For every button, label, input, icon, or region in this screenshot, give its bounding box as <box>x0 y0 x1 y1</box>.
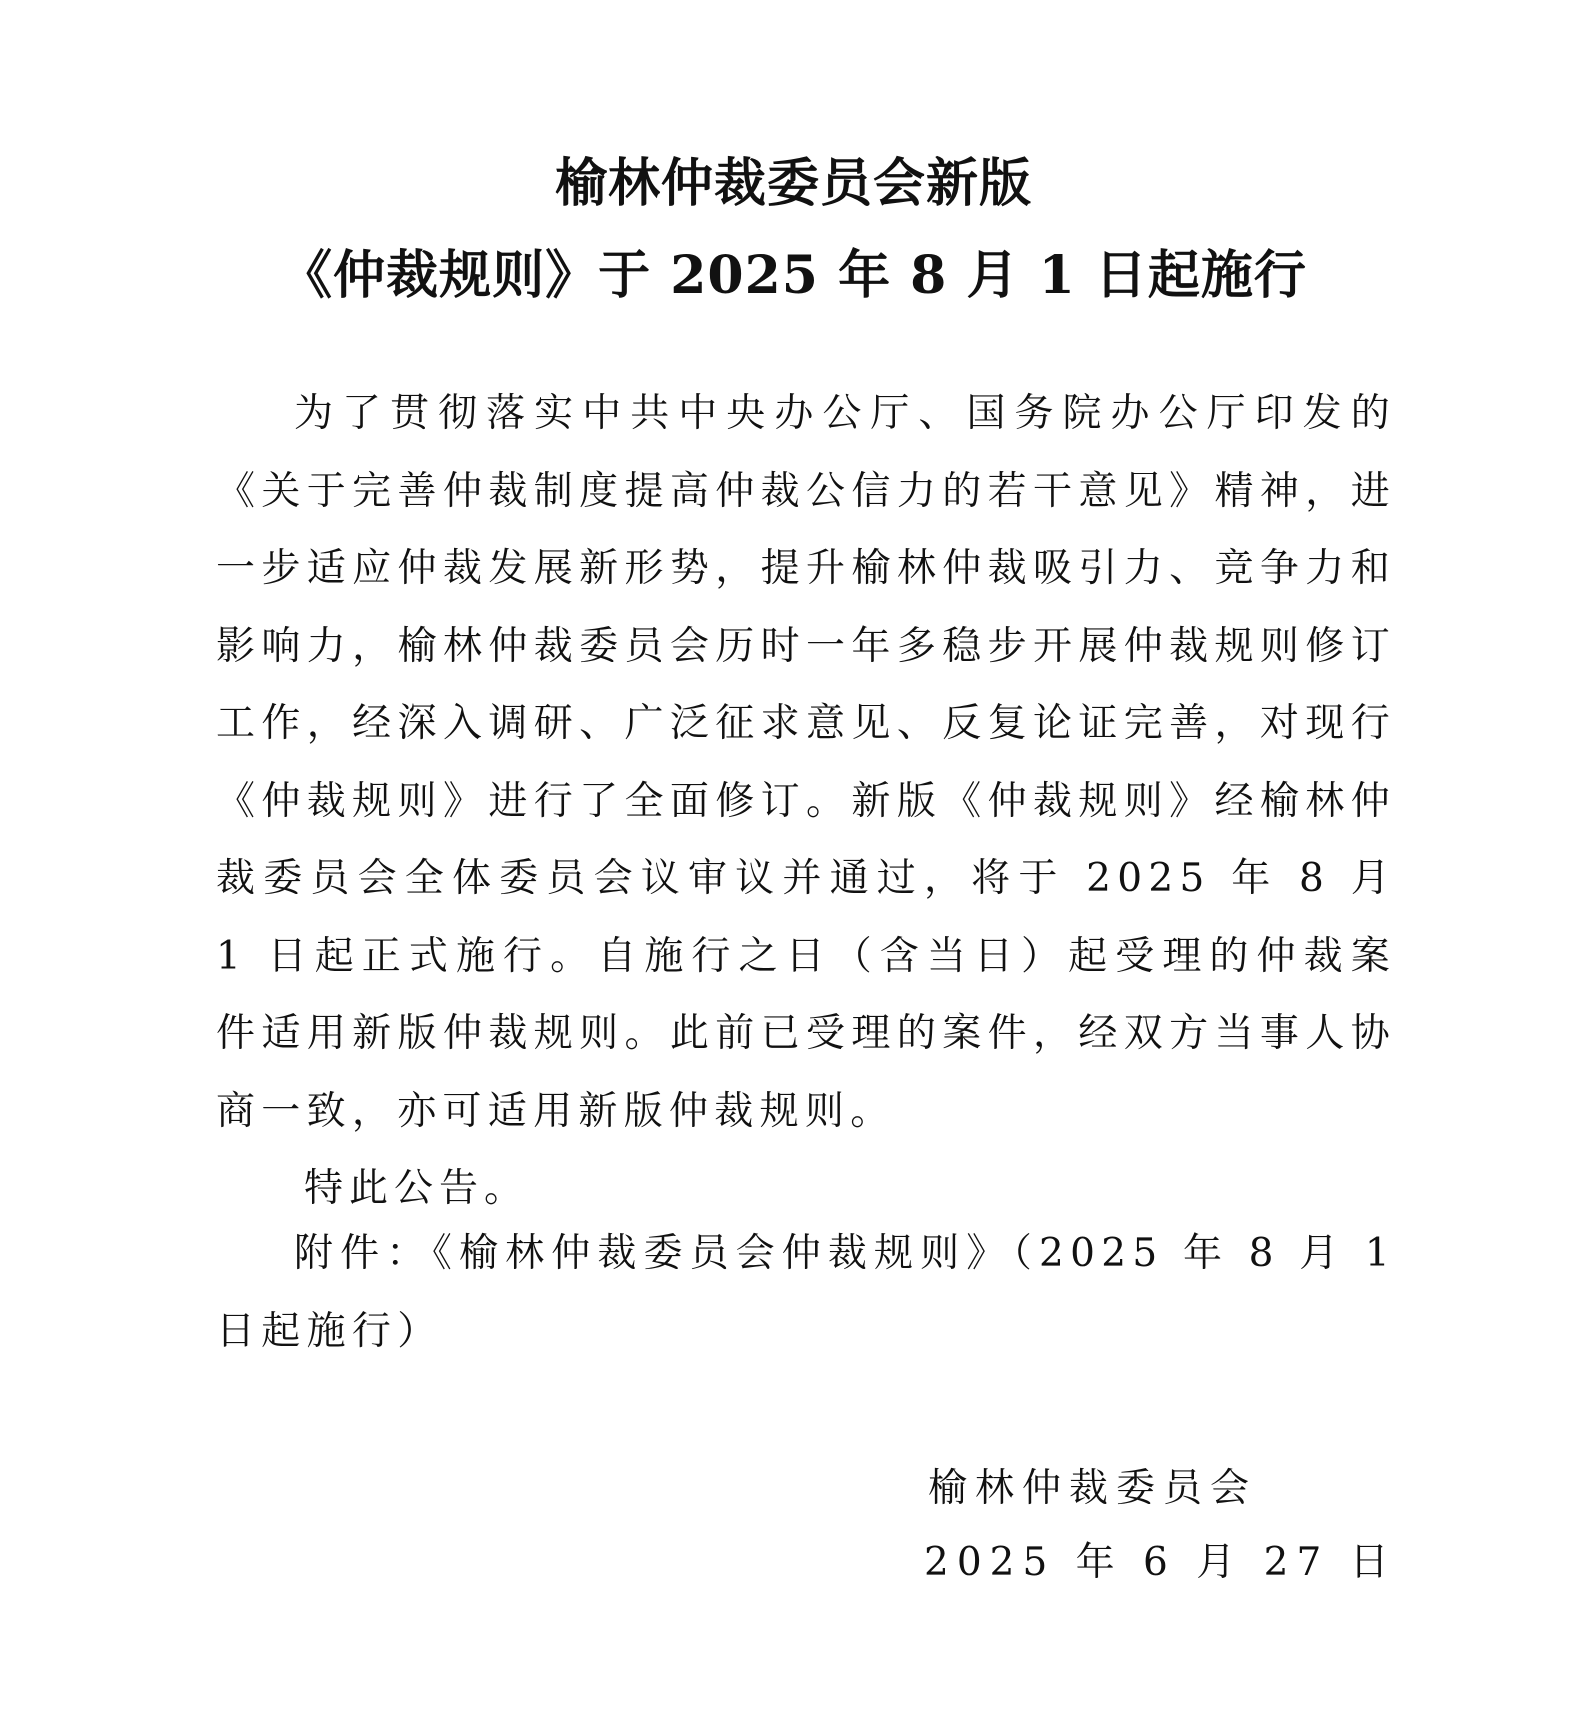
title-line-2: 《仲裁规则》于 2025 年 8 月 1 日起施行 <box>280 245 1307 306</box>
closing-statement: 特此公告。 <box>304 1166 530 1211</box>
document-title <box>0 138 1587 322</box>
body-paragraph: 为了贯彻落实中共中央办公厅、国务院办公厅印发的《关于完善仲裁制度提高仲裁公信力的若干意见》精神，进一步适应仲裁发展新形势，提升榆林仲裁吸引力、竞争力和影响力，榆林仲裁委员会历时一年多稳步开展仲裁规则修订工作，经深入调研、广泛征求意见、反复论证完善，对现行《仲裁规则》进行了全面修订。新版《仲裁规则》经榆林仲裁委员会全体委员会议审议并通过，将于 2025 年 8 月 1 日起正式施行。自施行之日（含当日）起受理的仲裁案件适用新版仲裁规则。此前已受理的案件，经双方当事人协商一致，亦可适用新版仲裁规则。 <box>216 391 1396 1134</box>
title-line-1: 榆林仲裁委员会新版 <box>554 153 1032 214</box>
signature-block <box>924 1452 1397 1600</box>
signature-organization: 榆林仲裁委员会 <box>928 1466 1258 1511</box>
body-text <box>216 375 1396 1228</box>
attachment-note <box>216 1215 1396 1370</box>
attachment-text: 附件：《榆林仲裁委员会仲裁规则》（2025 年 8 月 1 日起施行） <box>216 1231 1396 1354</box>
signature-date: 2025 年 6 月 27 日 <box>924 1540 1397 1585</box>
